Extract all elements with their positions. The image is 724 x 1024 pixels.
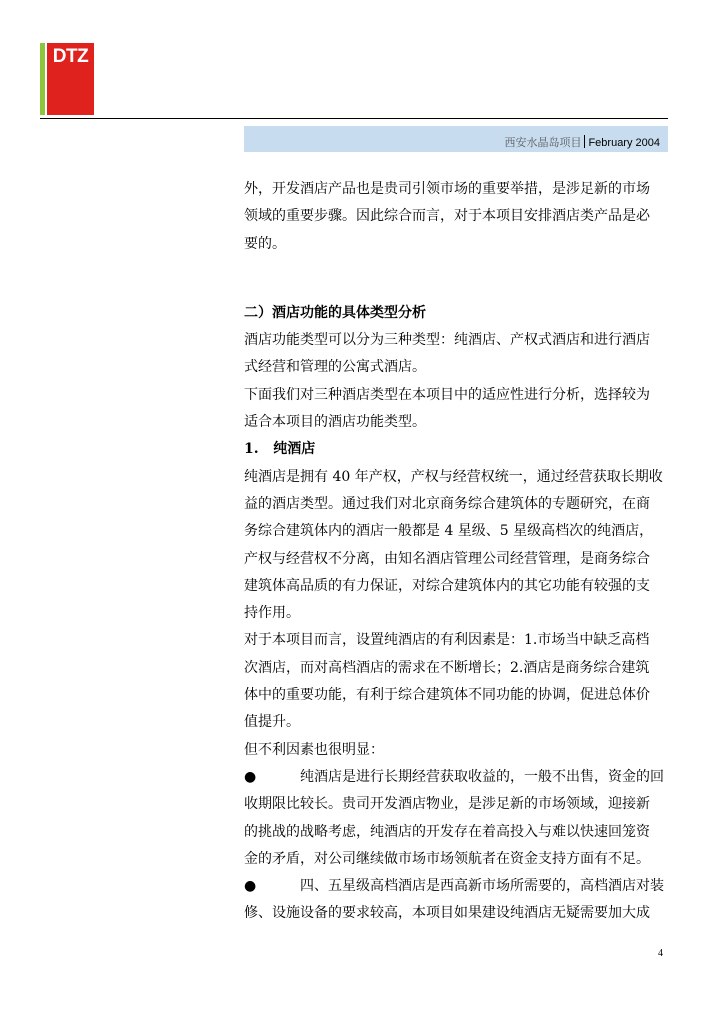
para-line: 收期限比较长。贵司开发酒店物业，是涉足新的市场领域，迎接新 [244,796,650,813]
para-line: 的挑战的战略考虑，纯酒店的开发存在着高投入与难以快速回笼资 [244,823,650,840]
para-analysis [244,382,668,437]
para-pure-hotel [244,464,668,628]
document-body [244,176,668,928]
para-line: 建筑体高品质的有力保证，对综合建筑体内的其它功能有较强的支 [244,577,650,594]
bullet-item-2 [244,873,668,928]
para-line: 适合本项目的酒店功能类型。 [244,414,426,431]
para-line: 纯酒店是进行长期经营获取收益的，一般不出售，资金的回 [300,768,664,785]
header-date: February 2004 [588,137,660,149]
logo-green-bar [40,43,45,115]
dtz-logo [40,43,94,115]
para-line: 要的。 [244,235,286,252]
logo-text: DTZ [52,46,89,67]
bullet-icon: ● [244,768,257,785]
para-line: 外，开发酒店产品也是贵司引领市场的重要举措，是涉足新的市场 [244,181,650,197]
para-line: 领域的重要步骤。因此综合而言，对于本项目安排酒店类产品是必 [244,208,650,225]
para-line: 修、设施设备的要求较高，本项目如果建设纯酒店无疑需要加大成 [244,905,650,922]
para-line: 持作用。 [244,605,300,622]
header-separator [584,135,585,148]
para-intro [244,176,668,258]
para-line: 次酒店，而对高档酒店的需求在不断增长；2.酒店是商务综合建筑 [244,659,650,676]
para-line: 对于本项目而言，设置纯酒店的有利因素是：1.市场当中缺乏高档 [244,632,650,649]
section-heading: 二）酒店功能的具体类型分析 [244,304,426,321]
para-line: 值提升。 [244,714,300,731]
para-cons-intro: 但不利因素也很明显： [244,741,384,758]
bullet-item-1 [244,764,668,873]
page-number: 4 [658,948,663,959]
para-pros [244,627,668,736]
para-line: 纯酒店是拥有 40 年产权，产权与经营权统一，通过经营获取长期收 [244,468,663,485]
para-line: 益的酒店类型。通过我们对北京商务综合建筑体的专题研究，在商 [244,495,650,512]
header-banner [244,126,668,152]
para-line: 体中的重要功能，有利于综合建筑体不同功能的协调，促进总体价 [244,687,650,704]
para-line: 务综合建筑体内的酒店一般都是 4 星级、5 星级高档次的纯酒店， [244,523,654,540]
header-project: 西安水晶岛项目 [504,136,582,149]
para-line: 酒店功能类型可以分为三种类型：纯酒店、产权式酒店和进行酒店 [244,332,650,349]
para-line: 四、五星级高档酒店是西高新市场所需要的，高档酒店对装 [300,878,664,895]
para-line: 下面我们对三种酒店类型在本项目中的适应性进行分析，选择较为 [244,386,650,403]
para-line: 式经营和管理的公寓式酒店。 [244,359,426,376]
para-types [244,327,668,382]
para-line: 金的矛盾，对公司继续做市场市场领航者在资金支持方面有不足。 [244,850,650,867]
bullet-icon: ● [244,878,257,895]
sub-heading: 1. 纯酒店 [244,441,316,458]
para-line: 产权与经营权不分离，由知名酒店管理公司经营管理，是商务综合 [244,550,650,567]
header-rule [40,118,668,119]
